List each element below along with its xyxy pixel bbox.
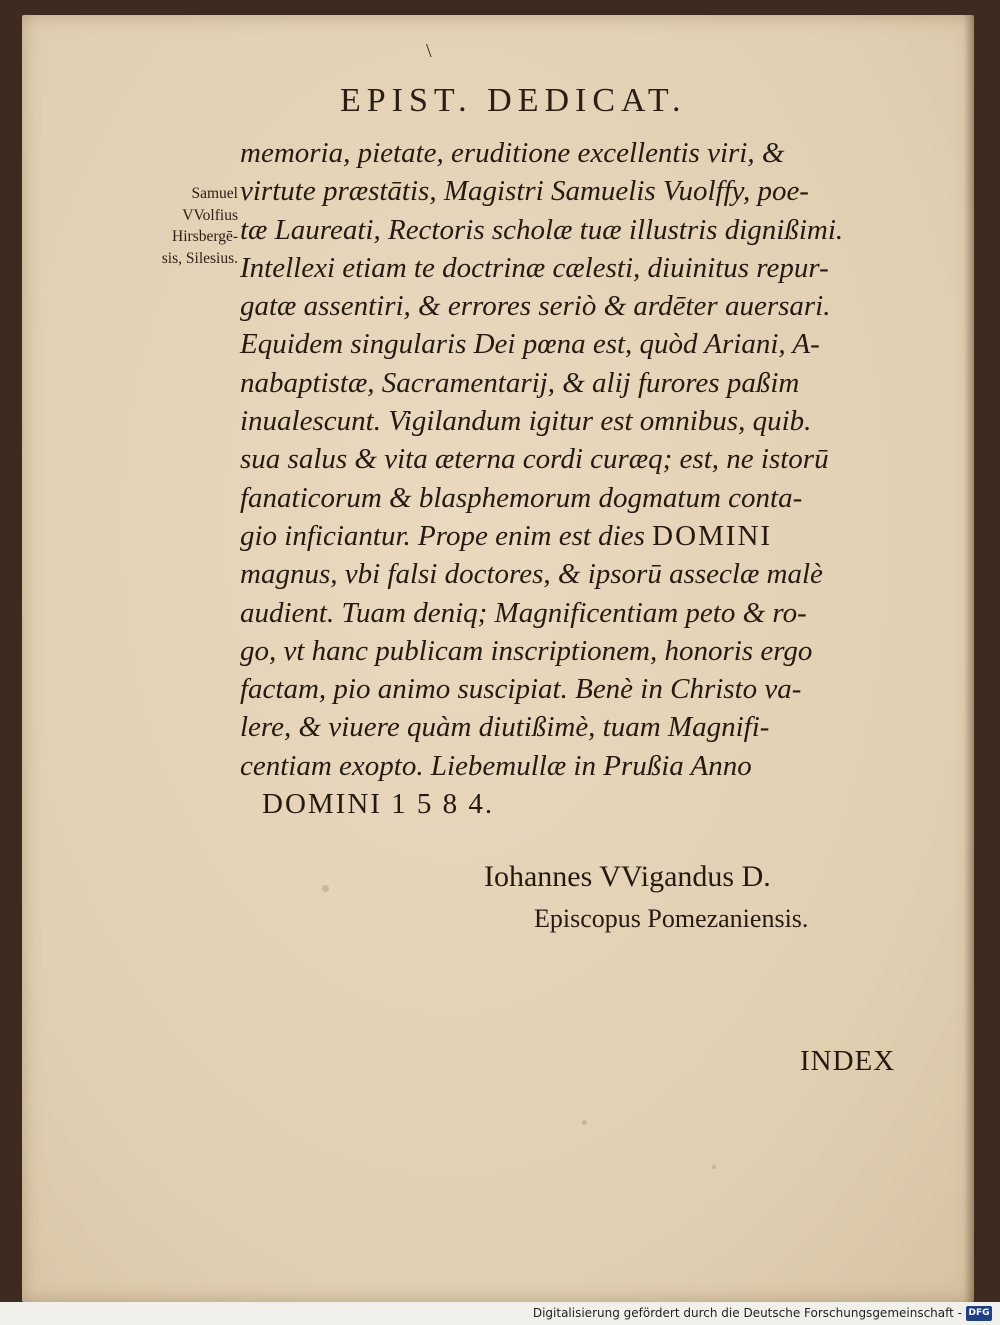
domini-word: DOMINI — [652, 519, 773, 552]
catchword: INDEX — [800, 1045, 896, 1077]
date-line: DOMINI 1 5 8 4. — [262, 788, 495, 821]
text-line: gatæ assentiri, & errores seriò & ardēter auersari. — [240, 290, 831, 323]
text-line: memoria, pietate, eruditione excellentis viri, & — [240, 137, 785, 169]
body-text — [240, 134, 920, 823]
text-line: inualescunt. Vigilandum igitur est omnibus, quib. — [240, 405, 812, 438]
text-line: magnus, vbi falsi doctores, & ipsorū asseclæ malè — [240, 558, 823, 591]
text-line: fanaticorum & blasphemorum dogmatum conta- — [240, 481, 803, 514]
marginal-note — [92, 183, 238, 269]
marginal-line: Samuel — [191, 185, 238, 202]
signature-title: Episcopus Pomezaniensis. — [534, 904, 809, 933]
paper-spot — [322, 885, 329, 892]
marginal-line: sis, Silesius. — [161, 249, 238, 267]
text-line: tæ Laureati, Rectoris scholæ tuæ illustris dignißimi. — [240, 213, 844, 246]
tick-mark: \ — [426, 40, 432, 62]
paper-spot — [582, 1120, 587, 1125]
text-line: factam, pio animo suscipiat. Benè in Christo va- — [240, 673, 802, 706]
text-line: centiam exopto. Liebemullæ in Prußia Anno — [240, 749, 752, 782]
text-line: audient. Tuam deniq; Magnificentiam peto & ro- — [240, 596, 807, 629]
text-line-part: gio inficiantur. Prope enim est dies — [240, 519, 645, 552]
marginal-line: Hirsbergē- — [172, 228, 238, 245]
signature-block — [484, 855, 808, 939]
signature-name: Iohannes VVigandus D. — [484, 860, 771, 893]
text-line: sua salus & vita æterna cordi curæq; est, ne istorū — [240, 443, 829, 476]
text-line: Intellexi etiam te doctrinæ cælesti, diuinitus repur- — [240, 251, 829, 284]
page-edge-shadow — [964, 15, 974, 1302]
text-line: nabaptistæ, Sacramentarij, & alij furores paßim — [240, 366, 800, 399]
footer-bar — [0, 1302, 1000, 1325]
text-line: lere, & viuere quàm diutißimè, tuam Magnifi- — [240, 711, 770, 744]
funding-notice: Digitalisierung gefördert durch die Deutsche Forschungsgemeinschaft - — [532, 1306, 962, 1320]
dfg-logo-icon: DFG — [966, 1306, 992, 1321]
running-head: EPIST. DEDICAT. — [340, 82, 687, 119]
text-line: Equidem singularis Dei pœna est, quòd Ariani, A- — [240, 328, 820, 361]
marginal-line: VVolfius — [182, 206, 238, 224]
text-line: go, vt hanc publicam inscriptionem, honoris ergo — [240, 634, 813, 667]
text-line — [240, 517, 920, 555]
text-line: virtute præstātis, Magistri Samuelis Vuolffy, poe- — [240, 175, 809, 208]
paper-spot — [712, 1165, 716, 1169]
